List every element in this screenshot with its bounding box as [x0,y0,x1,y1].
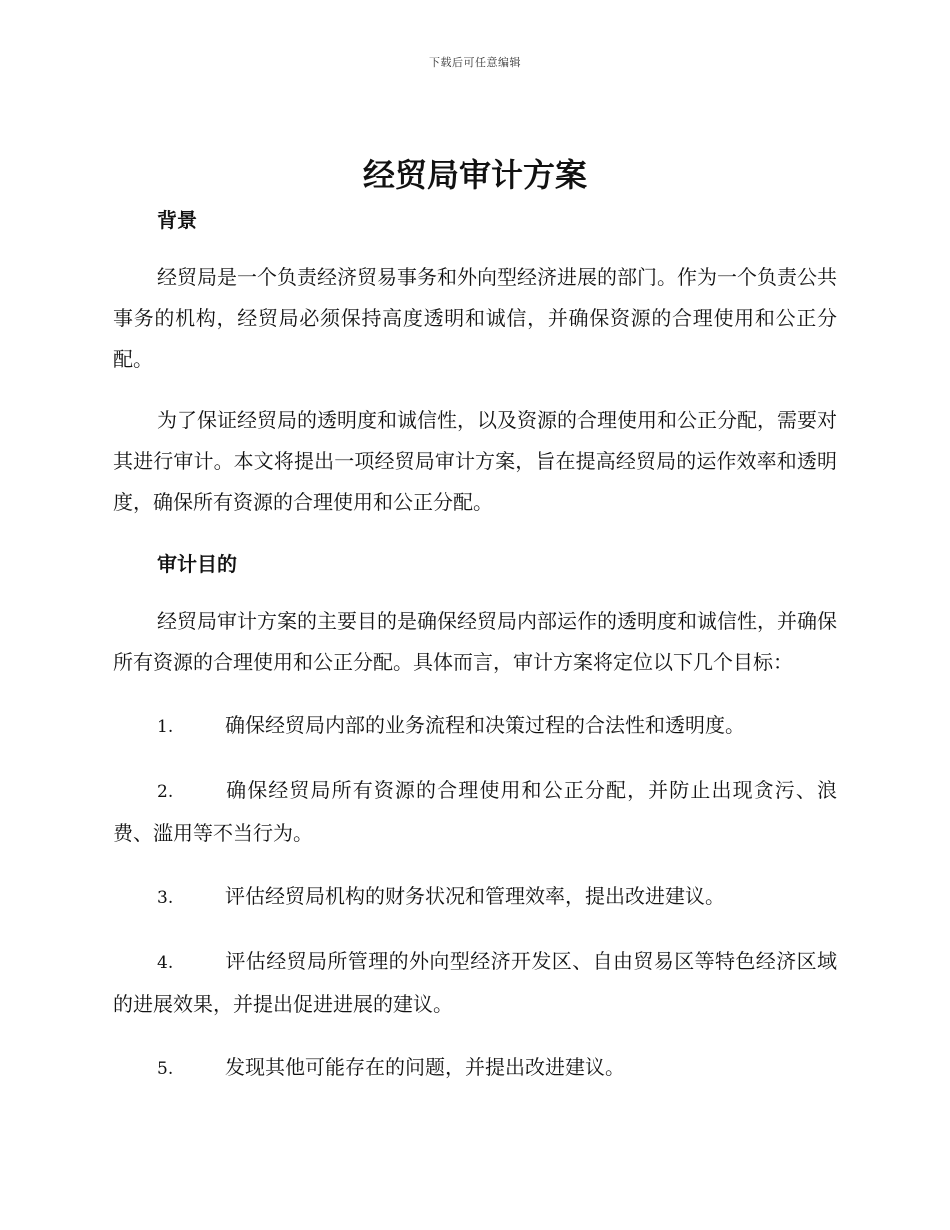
section-heading-background: 背景 [157,208,197,232]
list-text: 评估经贸局所管理的外向型经济开发区、自由贸易区等特色经济区域的进展效果，并提出促进进展的建议。 [113,949,837,1016]
document-title: 经贸局审计方案 [362,156,587,194]
paragraph: 经贸局是一个负责经济贸易事务和外向型经济进展的部门。作为一个负责公共事务的机构，经贸局必须保持高度透明和诚信，并确保资源的合理使用和公正分配。 [113,265,837,371]
list-text: 确保经贸局所有资源的合理使用和公正分配，并防止出现贪污、浪费、滥用等不当行为。 [113,778,837,845]
header-note: 下载后可任意编辑 [429,56,521,69]
list-number: 2. [157,782,174,802]
list-text: 评估经贸局机构的财务状况和管理效率，提出改进建议。 [225,884,725,908]
list-text: 发现其他可能存在的问题，并提出改进建议。 [225,1055,625,1079]
list-item [113,941,837,1025]
list-number: 3. [157,888,174,908]
list-text: 确保经贸局内部的业务流程和决策过程的合法性和透明度。 [225,713,745,737]
list-item [113,770,837,854]
list-number: 4. [157,953,174,973]
list-number: 5. [157,1059,174,1079]
document-body [113,203,837,1090]
paragraph: 为了保证经贸局的透明度和诚信性，以及资源的合理使用和公正分配，需要对其进行审计。本文将提出一项经贸局审计方案，旨在提高经贸局的运作效率和透明度，确保所有资源的合理使用和公正分配。 [113,408,837,514]
list-number: 1. [157,717,174,737]
list-item [113,876,837,919]
paragraph: 经贸局审计方案的主要目的是确保经贸局内部运作的透明度和诚信性，并确保所有资源的合理使用和公正分配。具体而言，审计方案将定位以下几个目标： [113,609,837,674]
list-item [113,705,837,748]
section-heading-audit-purpose: 审计目的 [157,552,237,576]
list-item [113,1047,837,1090]
